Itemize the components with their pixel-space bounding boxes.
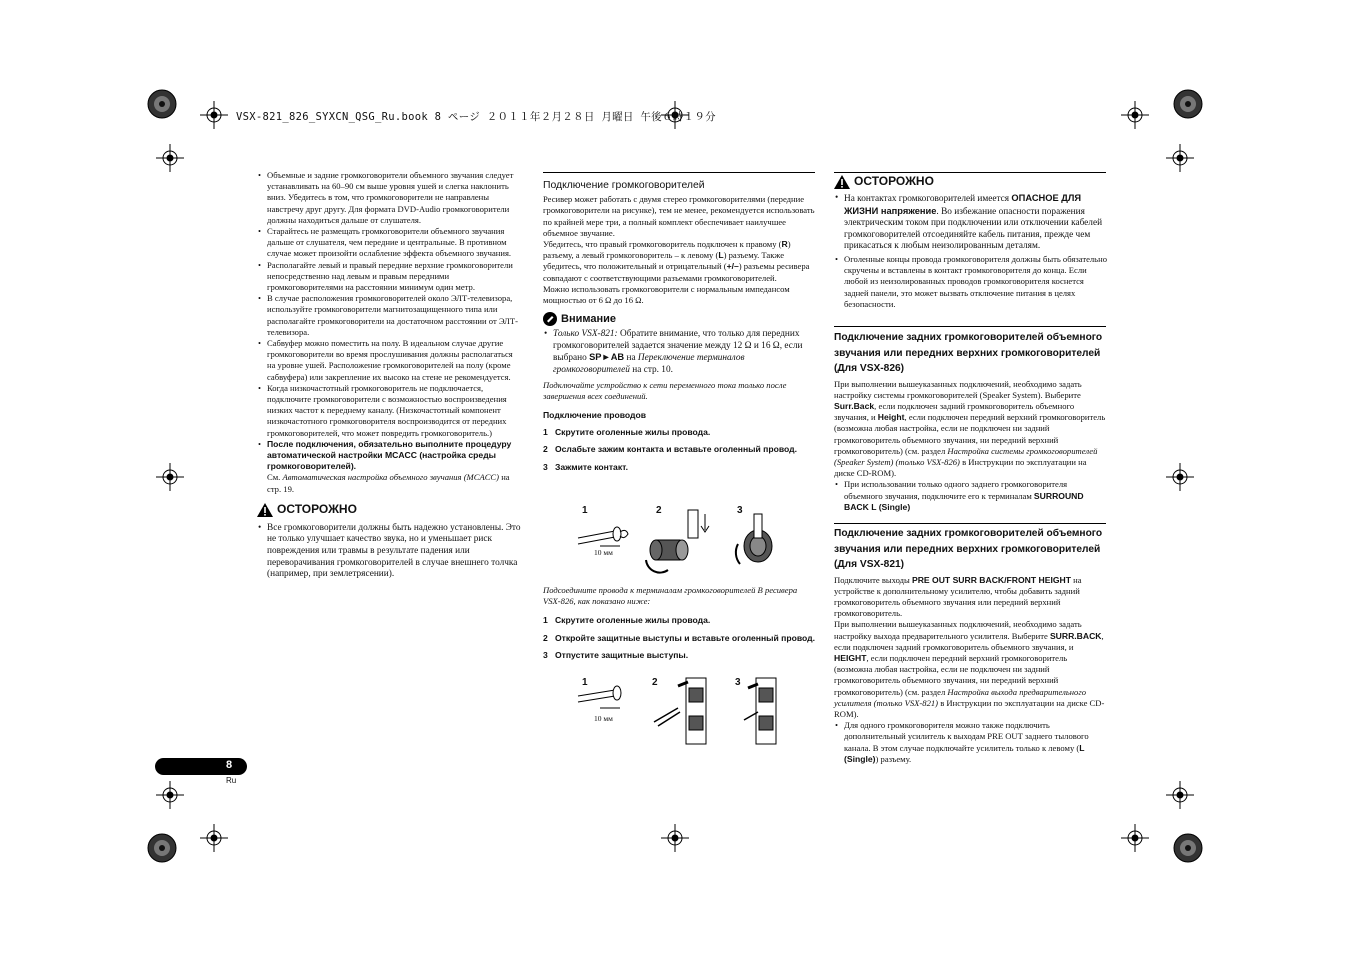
figure-step-label: 2 — [656, 505, 662, 516]
corner-rosette-mark — [1174, 90, 1202, 118]
crosshair-mark — [661, 824, 689, 852]
list-item: • Все громкоговорители должны быть надежно установлены. Это не только улучшает качество звука, но и уменьшает риск повреждения или травмы в результате падения или переворачивания громкоговорителей в случае внешнего толчка (например, при землетрясении). — [257, 523, 523, 581]
crosshair-mark — [200, 101, 228, 129]
file-header: VSX-821_826_SYXCN_QSG_Ru.book 8 ページ ２０１１年２月２８日 月曜日 午後６時１９分 — [236, 111, 716, 123]
list-item: • Старайтесь не размещать громкоговорители объемного звучания дальше от слушателя, чем передние и центральные. В противном случае может произойти ослабление эффекта объемного звучания. — [257, 226, 523, 260]
section-list — [834, 720, 1107, 765]
list-item: • Располагайте левый и правый передние верхние громкоговорители непосредственно над левым и правым передними громкоговорителями на расстоянии минимум один метр. — [257, 260, 523, 294]
ac-note: Подключайте устройство к сети переменного тока только после завершения всех соединений. — [543, 379, 787, 401]
measure-label: 10 мм — [594, 714, 613, 723]
vsx826-note: Подсоедините провода к терминалам громкоговорителей В ресивера VSX-826, как показано ниже: — [543, 585, 798, 607]
list-item: • В случае расположения громкоговорителей около ЭЛТ-телевизора, используйте громкоговорители магнитозащищенного типа или располагайте громкоговорители на достаточном расстоянии от ЭЛТ-телевизора. — [257, 293, 523, 338]
wires-title: Подключение проводов — [543, 410, 647, 421]
mcacc-reference: Автоматическая настройка объемного звучания (MCACC) — [282, 472, 500, 483]
crosshair-mark — [156, 463, 184, 491]
page-language: Ru — [226, 776, 237, 785]
intro-paragraph: Можно использовать громкоговорители с нормальным импедансом мощностью от 6 Ω до 16 Ω. — [543, 283, 790, 306]
middle-column-lower — [543, 585, 816, 661]
section-divider — [834, 523, 1106, 524]
crosshair-mark — [156, 781, 184, 809]
caution-list — [257, 523, 523, 581]
note-list — [543, 329, 816, 376]
wire-connection-figure — [560, 502, 810, 582]
intro-paragraph: Убедитесь, что правый громкоговоритель подключен к правому (R) разъему, а левый громкоговоритель – к левому (L) разъему. Также убедитесь, что положительный и отрицательный (+/–) разъемы ресивера совпадают с соответствующими разъемами громкоговорителей. — [543, 239, 810, 283]
intro-paragraph: Ресивер может работать с двумя стерео громкоговорителями (передние громкоговорители на рисунке), тем не менее, рекомендуется использовать по крайней мере три, а полный комплект обеспечивает наилучшее объемное звучание. — [543, 194, 815, 238]
list-item: • Оголенные концы провода громкоговорителя должны быть обязательно скручены и вставлены в контакт громкоговорителя до конца. Если любой из неизолированных проводов громкоговорителя коснется задней панели, это может вызвать отключение питания в целях безопасности. — [834, 254, 1107, 310]
right-column — [834, 175, 1107, 310]
crosshair-mark — [1121, 101, 1149, 129]
left-column — [257, 170, 523, 581]
wire-illustration — [560, 502, 810, 582]
warning-triangle-icon — [834, 175, 850, 189]
caution-heading: ОСТОРОЖНО — [834, 175, 1107, 189]
section-heading: Подключение задних громкоговорителей объемного звучания или передних верхних громкоговорителей (Для VSX-821) — [834, 528, 1103, 570]
corner-rosette-mark — [1174, 834, 1202, 862]
crosshair-mark — [1166, 144, 1194, 172]
wire-step-3: 3 Зажмите контакт. — [543, 461, 628, 472]
corner-rosette-mark — [148, 834, 176, 862]
section-divider — [834, 172, 1106, 173]
list-item-mcacc: • После подключения, обязательно выполните процедуру автоматической настройки MCACC (настройка среды громкоговорителей). См. Автоматическая настройка объемного звучания (MCACC) на стр. 19. — [257, 439, 523, 495]
placement-list — [257, 170, 523, 495]
corner-rosette-mark — [148, 90, 176, 118]
list-item: • Только VSX-821: Обратите внимание, что только для передних громкоговорителей задается значение между 12 Ω и 16 Ω, если выбрано SP►AB на Переключение терминалов громкоговорителей на стр. 10. — [543, 329, 816, 376]
terminal-connection-figure — [560, 674, 810, 750]
caution-list — [834, 254, 1107, 310]
note-icon — [543, 312, 557, 326]
mcacc-instruction: После подключения, обязательно выполните процедуру автоматической настройки MCACC (настройка среды громкоговорителей). — [267, 438, 512, 472]
note-heading: Внимание — [543, 312, 816, 326]
section-divider — [543, 172, 815, 173]
page-number: 8 — [226, 759, 233, 771]
terminal-step-1: 1 Скрутите оголенные жилы провода. — [543, 615, 711, 626]
crosshair-mark — [1121, 824, 1149, 852]
crosshair-mark — [156, 144, 184, 172]
crosshair-mark — [200, 824, 228, 852]
section-paragraph: При выполнении вышеуказанных подключений, необходимо задать настройку выхода предварительного усилителя. Выберите SURR.BACK, если подключен задний громкоговоритель объемного звучания, и HEIGHT, если подключен передний верхний громкоговоритель (возможна любая настройка, если не подключен ни задний громкоговоритель объемного звучания, ни передний верхний громкоговоритель) (см. раздел Настройка выхода предварительного усилителя (только VSX-821) в Инструкции по эксплуатации на диске CD-ROM). — [834, 619, 1105, 719]
terminal-illustration — [560, 674, 810, 750]
terminal-step-2: 2 Откройте защитные выступы и вставьте оголенный провод. — [543, 632, 816, 643]
list-item: • Сабвуфер можно поместить на полу. В идеальном случае другие громкоговорители во время прослушивания должны располагаться на уровне ушей. Расположение громкоговорителей на полу (кроме сабвуфера) или закрепление их высоко на стене не рекомендуется. — [257, 338, 523, 383]
figure-step-label: 1 — [582, 505, 588, 516]
middle-column — [543, 180, 816, 473]
caution-list — [834, 193, 1107, 253]
page-number-bar — [155, 758, 247, 775]
speaker-connection-title: Подключение громкоговорителей — [543, 180, 705, 191]
measure-label: 10 мм — [594, 548, 613, 557]
list-item: • При использовании только одного заднего громкоговорителя объемного звучания, подключите его к терминалам SURROUND BACK L (Single) — [834, 479, 1107, 513]
warning-triangle-icon — [257, 503, 273, 517]
list-item: • Объемные и задние громкоговорители объемного звучания следует устанавливать на 60–90 см выше уровня ушей и слегка наклонить вниз. Убедитесь в том, что громкоговорители не направлены навстречу друг другу. Для формата DVD-Audio громкоговорители должны находиться дальше от слушателя. — [257, 170, 523, 226]
wire-step-2: 2 Ослабьте зажим контакта и вставьте оголенный провод. — [543, 444, 798, 455]
section-divider — [834, 326, 1106, 327]
caution-heading: ОСТОРОЖНО — [257, 503, 523, 517]
wire-step-1: 1 Скрутите оголенные жилы провода. — [543, 427, 711, 438]
list-item: • Для одного громкоговорителя можно также подключить дополнительный усилитель к выходам PRE OUT заднего тылового канала. В этом случае подключайте усилитель только к левому (L (Single)) разъему. — [834, 720, 1107, 765]
section-list — [834, 479, 1107, 513]
figure-step-label: 3 — [735, 677, 741, 688]
surround-back-821-section — [834, 526, 1107, 765]
surround-back-826-section — [834, 330, 1107, 513]
section-paragraph: При выполнении вышеуказанных подключений, необходимо задать настройку системы громкоговорителей (Speaker System). Выберите Surr.Back, если подключен задний громкоговоритель объемного звучания, и Height, если подключен передний верхний громкоговоритель (возможна любая настройка, если не подключен ни задний громкоговоритель объемного звучания, ни передний верхний громкоговоритель) (см. раздел Настройка системы громкоговорителей (Speaker System) (только VSX-826) в Инструкции по эксплуатации на диске CD-ROM). — [834, 378, 1106, 479]
list-item: • На контактах громкоговорителей имеется ОПАСНОЕ ДЛЯ ЖИЗНИ напряжение. Во избежание опасности поражения электрическим током при подключении или отключении кабелей громкоговорителей отсоединяйте кабель питания, прежде чем прикасаться к любым неизолированным деталям. — [834, 193, 1107, 253]
crosshair-mark — [1166, 463, 1194, 491]
crosshair-mark — [1166, 781, 1194, 809]
figure-step-label: 3 — [737, 505, 743, 516]
section-paragraph: Подключите выходы PRE OUT SURR BACK/FRONT HEIGHT на устройстве к дополнительному усилителю, чтобы добавить задний громкоговоритель объемного звучания или передний верхний громкоговоритель. — [834, 574, 1082, 619]
section-heading: Подключение задних громкоговорителей объемного звучания или передних верхних громкоговорителей (Для VSX-826) — [834, 332, 1103, 374]
figure-step-label: 1 — [582, 677, 588, 688]
list-item: • Когда низкочастотный громкоговоритель не подключается, подключите громкоговорители с возможностью воспроизведения низких частот к переднему каналу. (Низкочастотный компонент низкочастотного громкоговорителя воспроизводится от передних громкоговорителей, что может повредить громкоговоритель.) — [257, 383, 523, 439]
figure-step-label: 2 — [652, 677, 658, 688]
terminal-step-3: 3 Отпустите защитные выступы. — [543, 649, 689, 660]
